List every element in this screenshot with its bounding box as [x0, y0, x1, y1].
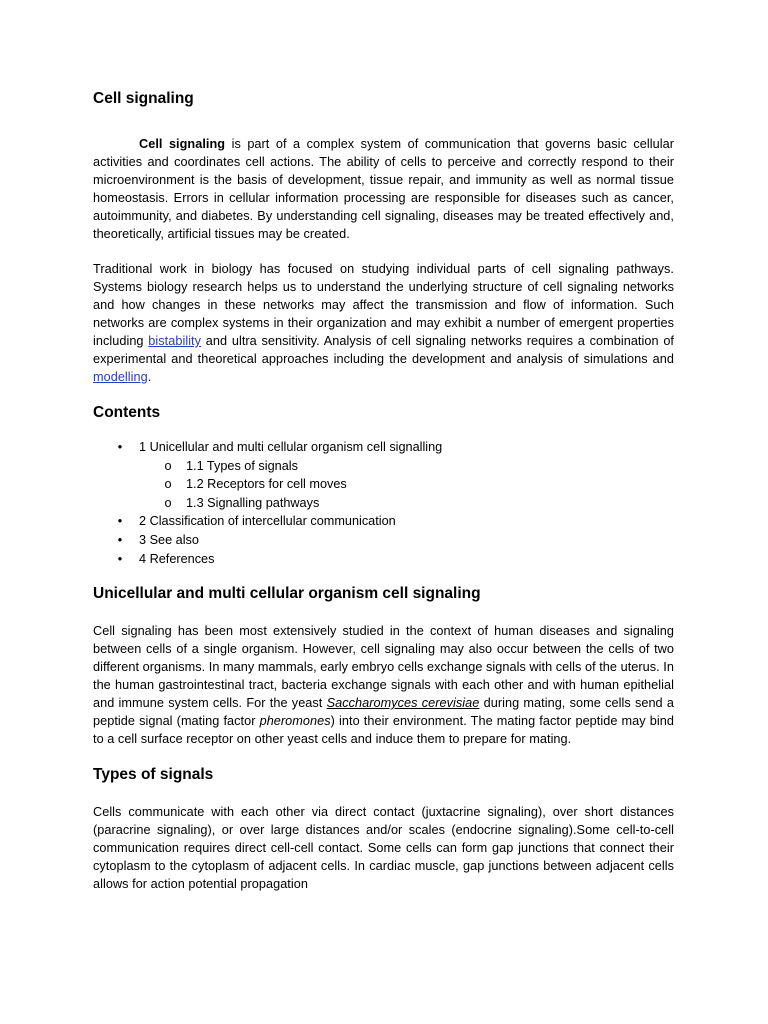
circle-bullet-icon: o: [164, 495, 172, 510]
toc-subitem[interactable]: o 1.2 Receptors for cell moves: [93, 475, 674, 494]
document-body: [93, 88, 674, 893]
contents-heading: Contents: [93, 404, 161, 421]
modelling-link[interactable]: modelling: [93, 370, 148, 384]
bullet-icon: •: [117, 551, 123, 566]
toc-item[interactable]: • 2 Classification of intercellular communication: [93, 512, 674, 531]
circle-bullet-icon: o: [164, 477, 172, 492]
section-paragraph-unicellular: Cell signaling has been most extensively studied in the context of human diseases and signaling between cells of a single organism. However, cell signaling may also occur between the cells of two different organisms. In many mammals, early embryo cells exchange signals with cells of the uterus. In the human gastrointestinal tract, bacteria exchange signals with each other and with human epithelial and immune system cells. For the yeast Saccharomyces cerevisiae during mating, some cells send a peptide signal (mating factor pheromones) into their environment. The mating factor peptide may bind to a cell surface receptor on other yeast cells and induce them to prepare for mating.: [93, 624, 674, 747]
toc-item[interactable]: • 1 Unicellular and multi cellular organism cell signalling: [93, 438, 674, 457]
section-heading-unicellular: Unicellular and multi cellular organism cell signaling: [93, 585, 481, 603]
term-cell-signaling: Cell signaling: [139, 137, 226, 151]
table-of-contents: [93, 438, 674, 568]
intro-paragraph-1: Cell signaling is part of a complex system of communication that governs basic cellular activities and coordinates cell actions. The ability of cells to perceive and correctly respond to their microenvironment is the basis of development, tissue repair, and immunity as well as normal tissue homeostasis. Errors in cellular information processing are responsible for diseases such as cancer, autoimmunity, and diabetes. By understanding cell signaling, diseases may be treated effectively and, theoretically, artificial tissues may be created.: [93, 137, 674, 241]
toc-item[interactable]: • 3 See also: [93, 531, 674, 550]
pheromones-term: pheromones: [259, 714, 331, 729]
toc-subitem[interactable]: o 1.3 Signalling pathways: [93, 494, 674, 513]
bullet-icon: •: [117, 440, 123, 454]
toc-item[interactable]: • 4 References: [93, 550, 674, 569]
section-paragraph-types: Cells communicate with each other via direct contact (juxtacrine signaling), over short distances (paracrine signaling), or over large distances and/or scales (endocrine signaling).Some cell-to-cell communication requires direct cell-cell contact. Some cells can form gap junctions that connect their cytoplasm to the cytoplasm of adjacent cells. In cardiac muscle, gap junctions between adjacent cells allows for action potential propagation: [93, 805, 674, 892]
bullet-icon: •: [117, 532, 123, 547]
bullet-icon: •: [117, 514, 123, 529]
section-heading-types: Types of signals: [93, 766, 214, 784]
species-name: Saccharomyces cerevisiae: [326, 696, 480, 711]
intro-paragraph-2: Traditional work in biology has focused on studying individual parts of cell signaling pathways. Systems biology research helps us to understand the underlying structure of cell signaling networks and how changes in these networks may affect the transmission and flow of information. Such networks are complex systems in their organization and may exhibit a number of emergent properties including bistability and ultra sensitivity. Analysis of cell signaling networks requires a combination of experimental and theoretical approaches including the development and analysis of simulations and modelling.: [93, 262, 675, 384]
toc-subitem[interactable]: o 1.1 Types of signals: [93, 457, 674, 476]
circle-bullet-icon: o: [164, 458, 172, 473]
bistability-link[interactable]: bistability: [148, 334, 202, 348]
page-title: Cell signaling: [93, 90, 194, 107]
